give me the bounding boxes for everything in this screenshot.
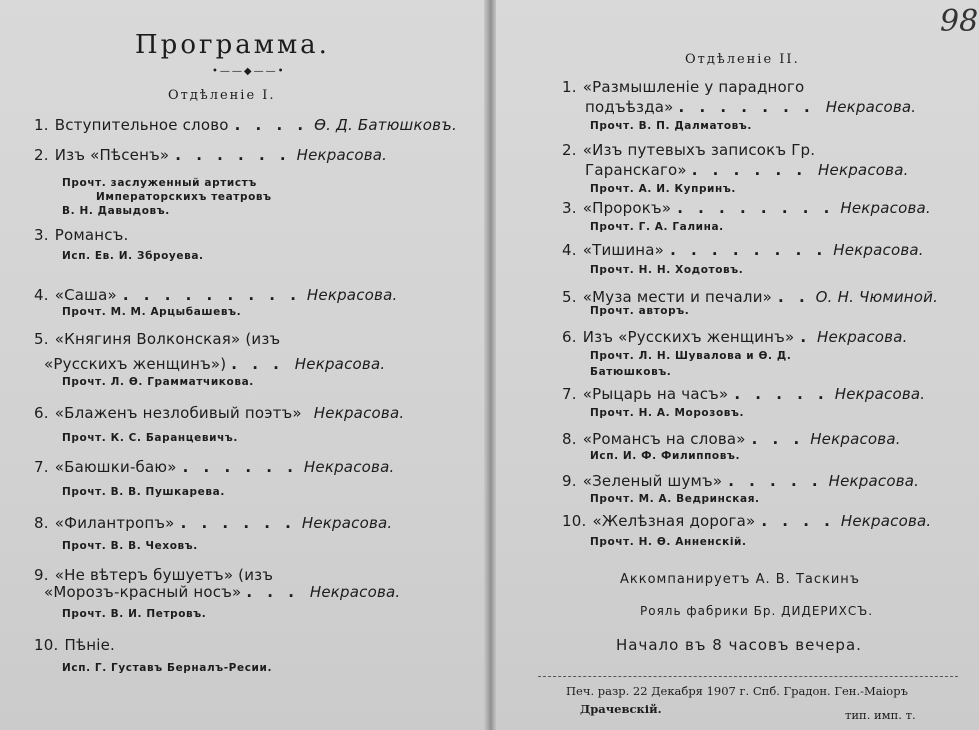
s2-item-6-reader: Прочт. Л. Н. Шувалова и Ө. Д. <box>590 350 792 362</box>
item-number: 8. <box>34 514 49 532</box>
item5-line2-text: «Русскихъ женщинъ») <box>44 355 227 373</box>
s2-item-3 <box>562 199 931 217</box>
item-author: Некрасова. <box>828 472 920 490</box>
item-author: Некрасова. <box>840 512 932 530</box>
item5-author: Некрасова. <box>294 355 386 373</box>
item-title: Вступительное слово <box>54 116 229 134</box>
item-title: «Пророкъ» <box>582 199 672 217</box>
r-item1-line2-text: подъѣзда» <box>585 98 674 116</box>
s2-item-9 <box>562 472 919 490</box>
item-author: Некрасова. <box>301 514 393 532</box>
item-author: О. Н. Чюминой. <box>815 288 939 306</box>
section1-heading: Отдѣленіе I. <box>168 88 276 103</box>
item-number: 7. <box>562 385 577 403</box>
item-dots: . . . . . <box>734 385 829 403</box>
r-item1-line2 <box>585 98 916 116</box>
item-dots: . <box>800 328 812 346</box>
item-dots: . . . <box>751 430 805 448</box>
item-number: 2. <box>34 146 49 164</box>
item-author: Некрасова. <box>296 146 388 164</box>
item2-reader-line2: Императорскихъ театровъ <box>96 191 272 203</box>
item-title: «Размышленіе у парадного <box>582 78 805 96</box>
item-title: «Филантропъ» <box>54 514 175 532</box>
item-title: «Рыцарь на часъ» <box>582 385 729 403</box>
r-item6-reader-line2: Батюшковъ. <box>590 366 672 378</box>
start-time: Начало въ 8 часовъ вечера. <box>616 636 862 654</box>
s2-item-1-reader: Прочт. В. П. Далматовъ. <box>590 120 752 132</box>
item-author: Некрасова. <box>834 385 926 403</box>
item-dots: . . . . . . . . <box>670 241 828 259</box>
r-item1-author: Некрасова. <box>825 98 917 116</box>
footer-divider <box>538 676 958 677</box>
imprint-line1: Печ. разр. 22 Декабря 1907 г. Спб. Градон. Ген.-Маіоръ <box>566 684 908 698</box>
item-number: 3. <box>34 226 49 244</box>
item9-author: Некрасова. <box>309 583 401 601</box>
item-number: 9. <box>34 566 49 584</box>
s2-item-9-reader: Прочт. М. А. Ведринская. <box>590 493 760 505</box>
item-title: Пѣніе. <box>64 636 115 654</box>
item-dots: . . . . . . <box>180 514 296 532</box>
item9-dots: . . . <box>246 583 299 601</box>
page-fold <box>484 0 496 730</box>
s1-item-7 <box>34 458 394 476</box>
item9-line2-text: «Морозъ-красный носъ» <box>44 583 242 601</box>
s1-item-4 <box>34 286 397 304</box>
r-item1-dots: . . . . . . . <box>678 98 815 116</box>
item2-reader-line3: В. Н. Давыдовъ. <box>62 205 170 217</box>
s2-item-8-reader: Исп. И. Ф. Филипповъ. <box>590 450 741 462</box>
item-author: Некрасова. <box>313 404 405 422</box>
item-number: 1. <box>562 78 577 96</box>
s1-item-9 <box>34 566 285 584</box>
item-number: 10. <box>562 512 587 530</box>
s2-item-10-reader: Прочт. Н. Ө. Анненскій. <box>590 536 747 548</box>
s1-item-5-reader: Прочт. Л. Ө. Грамматчикова. <box>62 376 254 388</box>
item-author: Некрасова. <box>833 241 924 259</box>
item-author: Некрасова. <box>303 458 395 476</box>
item-number: 1. <box>34 116 49 134</box>
s1-item-3 <box>34 226 140 244</box>
item-title: «Романсъ на слова» <box>582 430 746 448</box>
s1-item-8-reader: Прочт. В. В. Чеховъ. <box>62 540 198 552</box>
s1-item-2 <box>34 146 387 164</box>
accompanist: Аккомпанируетъ А. В. Таскинъ <box>620 572 860 587</box>
item-title: «Блаженъ незлобивый поэтъ» <box>54 404 302 422</box>
s1-item-7-reader: Прочт. В. В. Пушкарева. <box>62 486 225 498</box>
s1-item-3-reader: Исп. Ев. И. Зброуева. <box>62 250 204 262</box>
item-title: Изъ «Русскихъ женщинъ» <box>582 328 795 346</box>
printer: тип. имп. т. <box>845 708 916 722</box>
title-ornament: •——◆——• <box>212 66 286 77</box>
s2-item-10 <box>562 512 931 530</box>
item-dots: . . . . <box>761 512 835 530</box>
item-author: Некрасова. <box>306 286 398 304</box>
item-author: Ө. Д. Батюшковъ. <box>314 116 457 134</box>
r-item2-dots: . . . . . . <box>691 161 808 179</box>
item-dots: . . . . . . <box>175 146 291 164</box>
s2-item-8 <box>562 430 901 448</box>
s2-item-6 <box>562 328 908 346</box>
item-title: «Зеленый шумъ» <box>582 472 723 490</box>
s2-item-2 <box>562 141 827 159</box>
s1-item-8 <box>34 514 392 532</box>
page-number: 98 <box>940 4 979 39</box>
item-number: 4. <box>562 241 577 259</box>
item-title: «Саша» <box>54 286 117 304</box>
item-dots: . . . . <box>234 116 309 134</box>
item-number: 5. <box>34 330 49 348</box>
item-number: 3. <box>562 199 577 217</box>
item-number: 9. <box>562 472 577 490</box>
item-author: Некрасова. <box>810 430 901 448</box>
item-author: Некрасова. <box>840 199 931 217</box>
item-title: Романсъ. <box>54 226 129 244</box>
item-title: «Не вѣтеръ бушуетъ» (изъ <box>54 566 274 584</box>
item-number: 6. <box>34 404 49 422</box>
piano-maker: Рояль фабрики Бр. ДИДЕРИХСЪ. <box>640 604 874 618</box>
item-dots: . . . . . <box>728 472 823 490</box>
s2-item-4 <box>562 241 924 259</box>
item-dots: . . . . . . . . <box>677 199 835 217</box>
item-title: «Тишина» <box>582 241 665 259</box>
s1-item-6 <box>34 404 404 422</box>
item-title: «Изъ путевыхъ записокъ Гр. <box>582 141 816 159</box>
item-title: «Баюшки-баю» <box>54 458 177 476</box>
item-dots: . . . . . . <box>182 458 298 476</box>
s2-item-4-reader: Прочт. Н. Н. Ходотовъ. <box>590 264 744 276</box>
s2-item-7-reader: Прочт. Н. А. Морозовъ. <box>590 407 745 419</box>
r-item2-line2-text: Гаранскаго» <box>585 161 687 179</box>
s2-item-2-reader: Прочт. А. И. Купринъ. <box>590 183 736 195</box>
item5-dots: . . . <box>231 355 284 373</box>
s2-item-5 <box>562 288 938 306</box>
program-title: Программа. <box>135 30 330 60</box>
s1-item-2-reader: Прочт. заслуженный артистъ <box>62 177 257 189</box>
item5-line2 <box>44 355 385 373</box>
item-dots: . . . . . . . . . <box>122 286 301 304</box>
r-item2-author: Некрасова. <box>818 161 909 179</box>
item-title: Изъ «Пѣсенъ» <box>54 146 170 164</box>
s1-item-4-reader: Прочт. М. М. Арцыбашевъ. <box>62 306 242 318</box>
item-number: 6. <box>562 328 577 346</box>
item-title: «Княгиня Волконская» (изъ <box>54 330 281 348</box>
imprint-line2: Драчевскій. <box>580 702 662 716</box>
s2-item-3-reader: Прочт. Г. А. Галина. <box>590 221 724 233</box>
item-number: 10. <box>34 636 59 654</box>
item-number: 2. <box>562 141 577 159</box>
s1-item-1 <box>34 116 457 134</box>
s1-item-10 <box>34 636 127 654</box>
section2-heading: Отдѣленіе II. <box>685 52 800 67</box>
item-title: «Муза мести и печали» <box>582 288 773 306</box>
s1-item-5 <box>34 330 292 348</box>
s2-item-5-reader: Прочт. авторъ. <box>590 305 690 317</box>
s1-item-10-reader: Исп. Г. Густавъ Берналъ-Ресии. <box>62 662 273 674</box>
s2-item-1 <box>562 78 816 96</box>
r-item2-line2 <box>585 161 909 179</box>
item-number: 5. <box>562 288 577 306</box>
s1-item-6-reader: Прочт. К. С. Баранцевичъ. <box>62 432 238 444</box>
item-author: Некрасова. <box>817 328 908 346</box>
s2-item-7 <box>562 385 925 403</box>
item-number: 8. <box>562 430 577 448</box>
item-number: 7. <box>34 458 49 476</box>
item-title: «Желѣзная дорога» <box>592 512 756 530</box>
item-number: 4. <box>34 286 49 304</box>
item9-line2 <box>44 583 400 601</box>
item-dots: . . <box>778 288 810 306</box>
s1-item-9-reader: Прочт. В. И. Петровъ. <box>62 608 207 620</box>
